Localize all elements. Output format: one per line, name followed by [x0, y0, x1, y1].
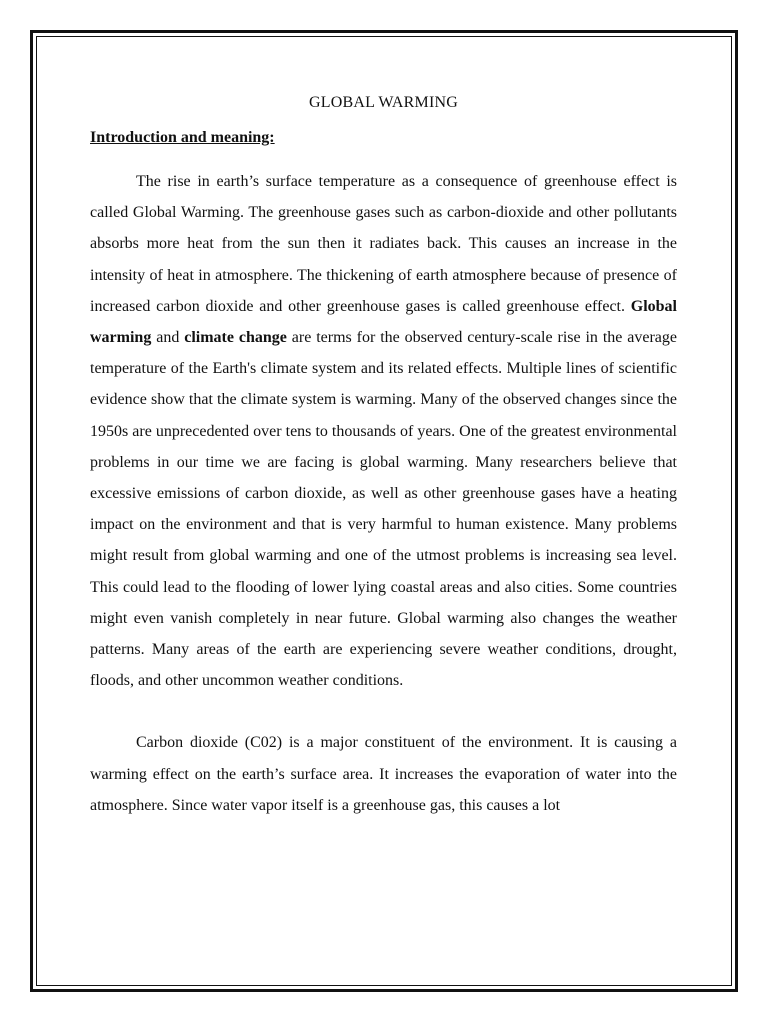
paragraph-introduction-text-b: and	[151, 329, 185, 347]
bold-term-global-warming: Global warming	[90, 297, 677, 347]
bold-term-climate-change: climate change	[184, 329, 287, 347]
paragraph-carbon-dioxide: Carbon dioxide (C02) is a major constituent of the environment. It is causing a warming effect on the earth’s surface area. It increases the evaporation of water into the atmosphere. Since water vapor itself is a greenhouse gas, this causes a lot	[90, 734, 677, 814]
document-body	[90, 88, 677, 821]
paragraph-introduction	[90, 166, 677, 696]
paragraph-introduction-text-c: are terms for the observed century-scale rise in the average temperature of the Earth's climate system and its related effects. Multiple lines of scientific evidence show that the climate system is warming. Many of the observed changes since the 1950s are unprecedented over tens to thousands of years. One of the greatest environmental problems in our time we are facing is global warming. Many researchers believe that excessive emissions of carbon dioxide, as well as other greenhouse gases have a heating impact on the environment and that is very harmful to human existence. Many problems might result from global warming and one of the utmost problems is increasing sea level. This could lead to the flooding of lower lying coastal areas and also cities. Some countries might even vanish completely in near future. Global warming also changes the weather patterns. Many areas of the earth are experiencing severe weather conditions, drought, floods, and other uncommon weather conditions.	[90, 329, 678, 690]
document-title: GLOBAL WARMING	[308, 94, 459, 111]
section-heading: Introduction and meaning:	[90, 129, 275, 146]
paragraph-introduction-text-a: The rise in earth’s surface temperature as a consequence of greenhouse effect is called Global Warming. The greenhouse gases such as carbon-dioxide and other pollutants absorbs more heat from the sun then it radiates back. This causes an increase in the intensity of heat in atmosphere. The thickening of earth atmosphere because of presence of increased carbon dioxide and other greenhouse gases is called greenhouse effect.	[90, 173, 677, 315]
